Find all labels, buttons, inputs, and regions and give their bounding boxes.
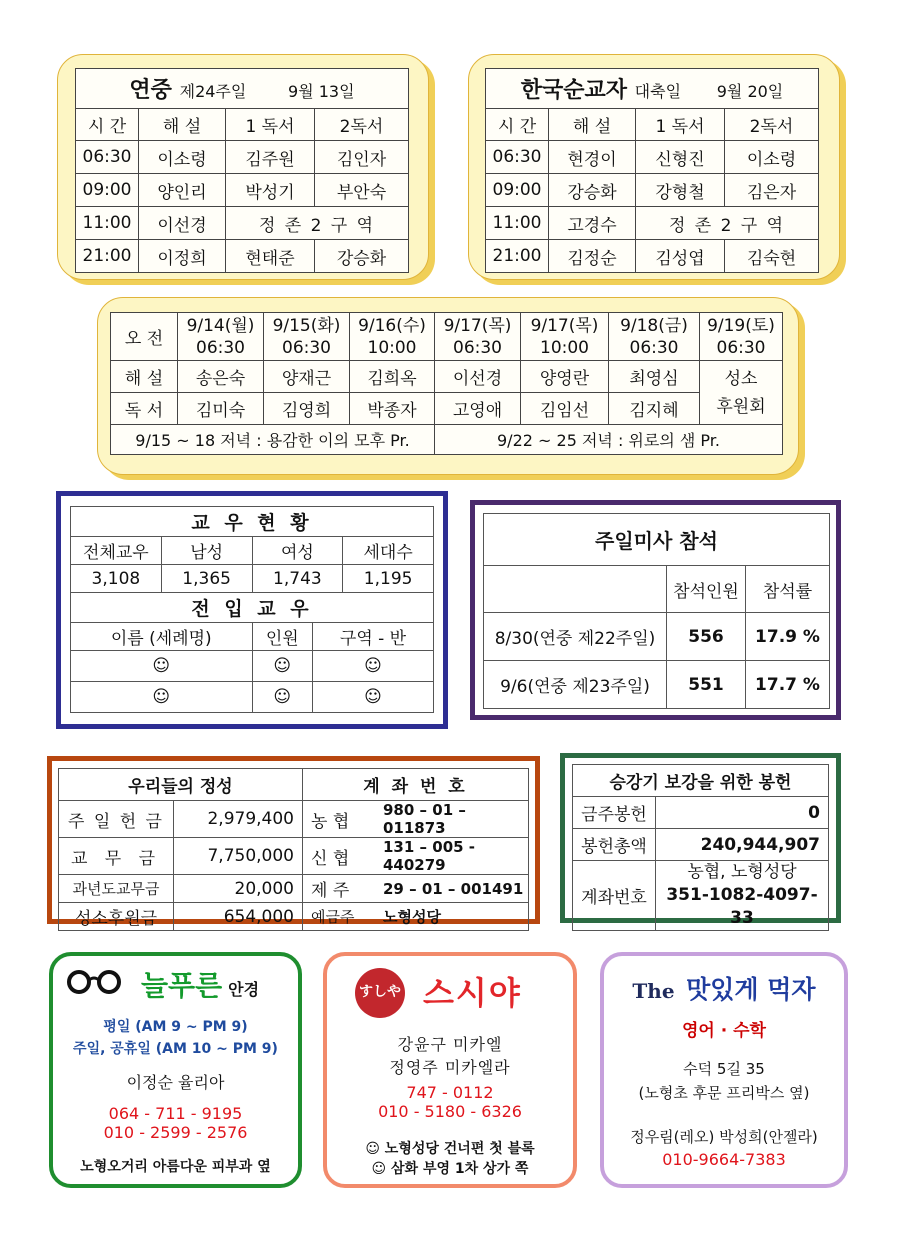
header-comment: 해 설 (549, 109, 636, 141)
header-reading1: 1 독서 (636, 109, 725, 141)
glasses-shop-name: 늘푸른 안경 (141, 969, 260, 1002)
table-row: 성소후원금 654,000 예금주 노형성당 (59, 903, 529, 931)
academy-phone: 010-9664-7383 (662, 1150, 786, 1169)
offerings-table (58, 768, 529, 931)
table-row: ☺ ☺ ☺ (71, 651, 434, 682)
glasses-hours-weekday: 평일 (AM 9 ~ PM 9) (103, 1019, 248, 1035)
table-row: 과년도교무금 20,000 제 주 29 – 01 – 001491 (59, 875, 529, 903)
table-row: 09:00 양인리 박성기 부안숙 (76, 174, 409, 207)
header-reading2: 2독서 (725, 109, 819, 141)
header-comment: 해 설 (139, 109, 226, 141)
sushi-phone1: 747 - 0112 (406, 1083, 494, 1102)
glasses-location: 노형오거리 아름다운 피부과 옆 (80, 1159, 271, 1175)
schedule-right-table (485, 68, 819, 273)
sushi-phone2: 010 - 5180 - 6326 (378, 1102, 522, 1121)
academy-address1: 수덕 5길 35 (683, 1060, 765, 1078)
table-row: 봉헌총액 240,944,907 (573, 829, 829, 861)
schedule-right-title: 한국순교자 대축일 9월 20일 (486, 69, 819, 109)
glasses-icon (65, 968, 123, 1000)
table-row: 11:00 고경수 정 존 2 구 역 (486, 207, 819, 240)
elevator-table (572, 764, 829, 931)
weekday-table: 오 전 9/14(월) 06:30 9/15(화) 06:30 9/16(수) 10:00 9/17(목) 06:30 9/17(목) 10:00 9/18(금) 06:30 9/19(토) 06:30 해 설 송은숙 양재근 김희옥 이선경 양영란 최영심 성소 후원회 독 서 김미숙 김영희 박종자 고영애 김임선 김지혜 9/15 ~ 18 저녁 : 용감한 이의 모후 Pr. 9/22 ~ 25 저녁 : 위로의 샘 Pr. (110, 312, 783, 455)
evening-note-right: 9/22 ~ 25 저녁 : 위로의 샘 Pr. (435, 425, 783, 455)
header-time: 시 간 (486, 109, 549, 141)
header-time: 시 간 (76, 109, 139, 141)
table-row: 교 무 금 7,750,000 신 협 131 – 005 - 440279 (59, 838, 529, 875)
table-row: 21:00 이정희 현태준 강승화 (76, 240, 409, 273)
academy-address2: (노형초 후문 프리박스 옆) (638, 1084, 810, 1102)
sushi-person1: 강윤구 미카엘 (397, 1035, 503, 1054)
schedule-left-title: 연중 제24주일 9월 13일 (76, 69, 409, 109)
table-row: 21:00 김정순 김성엽 김숙현 (486, 240, 819, 273)
ad-sushi (323, 952, 577, 1188)
sushi-shop-name: 스시야 (423, 974, 522, 1012)
ad-glasses (49, 952, 302, 1188)
ad-academy (600, 952, 848, 1188)
sushi-person2: 정영주 미카엘라 (389, 1058, 511, 1077)
table-row: 금주봉헌 0 (573, 797, 829, 829)
members-title: 교 우 현 황 (71, 507, 434, 537)
members-table: 교 우 현 황 전체교우 남성 여성 세대수 3,108 1,365 1,743 1,195 전 입 교 우 이름 (세례명) 인원 구역 - 반 ☺ ☺ ☺ ☺ ☺ ☺ (70, 506, 434, 713)
glasses-phone2: 010 - 2599 - 2576 (103, 1123, 248, 1142)
glasses-hours-holiday: 주일, 공휴일 (AM 10 ~ PM 9) (73, 1041, 278, 1057)
academy-people: 정우림(레오) 박성희(안젤라) (630, 1128, 818, 1146)
elevator-title: 승강기 보강을 위한 봉헌 (573, 765, 829, 797)
offerings-header: 우리들의 정성 (59, 769, 303, 801)
table-row: ☺ ☺ ☺ (71, 682, 434, 713)
table-row: 06:30 이소령 김주원 김인자 (76, 141, 409, 174)
academy-subjects: 영어 · 수학 (682, 1021, 766, 1041)
table-row: 9/6(연중 제23주일) 551 17.7 % (484, 661, 830, 709)
attendance-title: 주일미사 참석 (484, 514, 830, 566)
table-row: 11:00 이선경 정 존 2 구 역 (76, 207, 409, 240)
glasses-phone1: 064 - 711 - 9195 (108, 1104, 243, 1123)
glasses-owner: 이정순 율리아 (126, 1073, 225, 1092)
new-members-title: 전 입 교 우 (71, 593, 434, 623)
header-reading1: 1 독서 (226, 109, 315, 141)
sushi-location2: ☺ 삼화 부영 1차 상가 쪽 (371, 1161, 529, 1177)
accounts-header: 계 좌 번 호 (303, 769, 529, 801)
evening-note-left: 9/15 ~ 18 저녁 : 용감한 이의 모후 Pr. (111, 425, 435, 455)
table-row: 3,108 1,365 1,743 1,195 (71, 565, 434, 593)
academy-name: The 맛있게 먹자 (632, 975, 816, 1004)
label-morning: 오 전 (111, 313, 178, 361)
attendance-table: 주일미사 참석 참석인원 참석률 8/30(연중 제22주일) 556 17.9 % 9/6(연중 제23주일) 551 17.7 % (483, 513, 830, 709)
schedule-left-table (75, 68, 409, 273)
header-reading2: 2독서 (315, 109, 409, 141)
table-row: 06:30 현경이 신형진 이소령 (486, 141, 819, 174)
table-row: 8/30(연중 제22주일) 556 17.9 % (484, 613, 830, 661)
table-row: 주 일 헌 금 2,979,400 농 협 980 – 01 – 011873 (59, 801, 529, 838)
sushi-logo: すしや (355, 968, 405, 1018)
table-row: 독 서 김미숙 김영희 박종자 고영애 김임선 김지혜 (111, 393, 783, 425)
table-row: 계좌번호 농협, 노형성당 351-1082-4097-33 (573, 861, 829, 931)
table-row: 09:00 강승화 강형철 김은자 (486, 174, 819, 207)
table-row: 해 설 송은숙 양재근 김희옥 이선경 양영란 최영심 성소 후원회 (111, 361, 783, 393)
sushi-location1: ☺ 노형성당 건너편 첫 블록 (365, 1141, 535, 1157)
